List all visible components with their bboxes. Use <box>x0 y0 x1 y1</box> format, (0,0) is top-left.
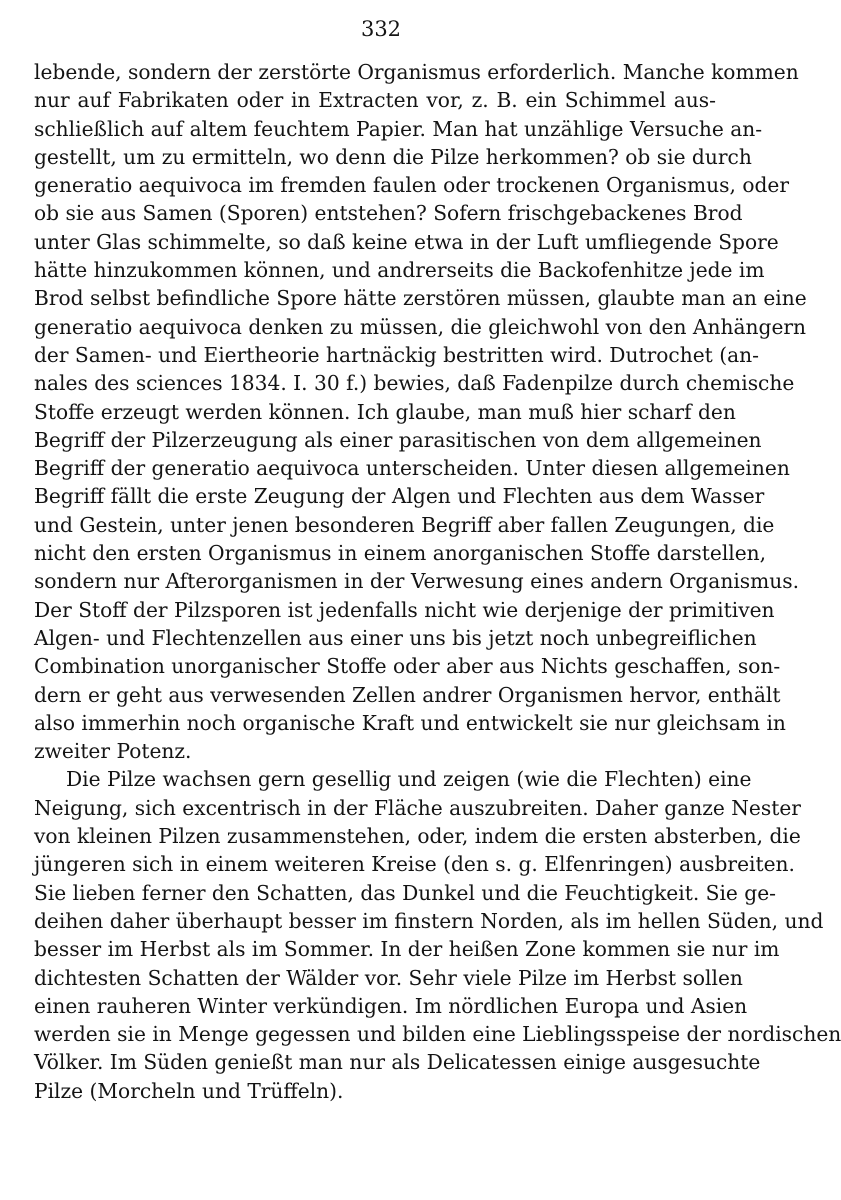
text-line: besser im Herbst als im Sommer. In der heißen Zone kommen sie nur im <box>34 937 780 962</box>
text-line: nur auf Fabrikaten oder in Extracten vor, z. B. ein Schimmel aus- <box>34 88 716 113</box>
paragraph-1 <box>34 58 807 765</box>
text-line: jüngeren sich in einem weiteren Kreise (den s. g. Elfenringen) ausbreiten. <box>34 852 795 877</box>
text-line: Combination unorganischer Stoffe oder aber aus Nichts geschaffen, son- <box>34 654 781 679</box>
text-line: lebende, sondern der zerstörte Organismus erforderlich. Manche kommen <box>34 60 799 84</box>
text-line: schließlich auf altem feuchtem Papier. Man hat unzählige Versuche an- <box>34 116 763 141</box>
text-line: Stoffe erzeugt werden können. Ich glaube, man muß hier scharf den <box>34 399 736 424</box>
text-line: von kleinen Pilzen zusammenstehen, oder, indem die ersten absterben, die <box>34 824 801 849</box>
text-line: zweiter Potenz. <box>34 739 192 764</box>
text-line: nales des sciences 1834. I. 30 f.) bewies, daß Fadenpilze durch chemische <box>34 371 795 396</box>
text-line: generatio aequivoca denken zu müssen, die gleichwohl von den Anhängern <box>34 314 807 339</box>
text-line: Begriff der generatio aequivoca unterscheiden. Unter diesen allgemeinen <box>34 456 790 481</box>
text-line: Völker. Im Süden genießt man nur als Delicatessen einige ausgesuchte <box>34 1050 761 1075</box>
text-line: dichtesten Schatten der Wälder vor. Sehr viele Pilze im Herbst sollen <box>34 965 743 990</box>
text-line: Begriff der Pilzerzeugung als einer parasitischen von dem allgemeinen <box>34 427 762 452</box>
text-line: sondern nur Afterorganismen in der Verwesung eines andern Organismus. <box>34 569 800 594</box>
text-line: werden sie in Menge gegessen und bilden eine Lieblingsspeise der nordischen <box>34 1022 841 1047</box>
text-line: Sie lieben ferner den Schatten, das Dunkel und die Feuchtigkeit. Sie ge- <box>34 880 776 905</box>
text-line: einen rauheren Winter verkündigen. Im nördlichen Europa und Asien <box>34 993 748 1018</box>
text-line: und Gestein, unter jenen besonderen Begriff aber fallen Zeugungen, die <box>34 512 775 537</box>
text-line: Neigung, sich excentrisch in der Fläche auszubreiten. Daher ganze Nester <box>34 795 801 820</box>
text-line: unter Glas schimmelte, so daß keine etwa in der Luft umfliegende Spore <box>34 229 779 254</box>
text-line: generatio aequivoca im fremden faulen oder trockenen Organismus, oder <box>34 173 790 198</box>
text-line: Pilze (Morcheln und Trüffeln). <box>34 1078 344 1103</box>
text-line: also immerhin noch organische Kraft und entwickelt sie nur gleichsam in <box>34 710 786 735</box>
text-line: Brod selbst befindliche Spore hätte zerstören müssen, glaubte man an eine <box>34 286 807 311</box>
text-line: nicht den ersten Organismus in einem anorganischen Stoffe darstellen, <box>34 541 767 566</box>
text-line: Die Pilze wachsen gern gesellig und zeigen (wie die Flechten) eine <box>66 767 752 792</box>
text-line: der Samen- und Eiertheorie hartnäckig bestritten wird. Dutrochet (an- <box>34 342 759 367</box>
paragraph-2 <box>34 765 841 1105</box>
text-line: Algen- und Flechtenzellen aus einer uns bis jetzt noch unbegreiflichen <box>34 625 757 650</box>
text-line: ob sie aus Samen (Sporen) entstehen? Sofern frischgebackenes Brod <box>34 201 743 226</box>
page-number: 332 <box>360 17 402 41</box>
text-line: hätte hinzukommen können, und andrerseits die Backofenhitze jede im <box>34 258 765 283</box>
text-line: Begriff fällt die erste Zeugung der Algen und Flechten aus dem Wasser <box>34 484 765 509</box>
text-line: deihen daher überhaupt besser im finstern Norden, als im hellen Süden, und <box>34 908 824 933</box>
text-line: gestellt, um zu ermitteln, wo denn die Pilze herkommen? ob sie durch <box>34 144 752 169</box>
text-line: Der Stoff der Pilzsporen ist jedenfalls nicht wie derjenige der primitiven <box>34 597 775 622</box>
text-line: dern er geht aus verwesenden Zellen andrer Organismen hervor, enthält <box>34 682 781 707</box>
